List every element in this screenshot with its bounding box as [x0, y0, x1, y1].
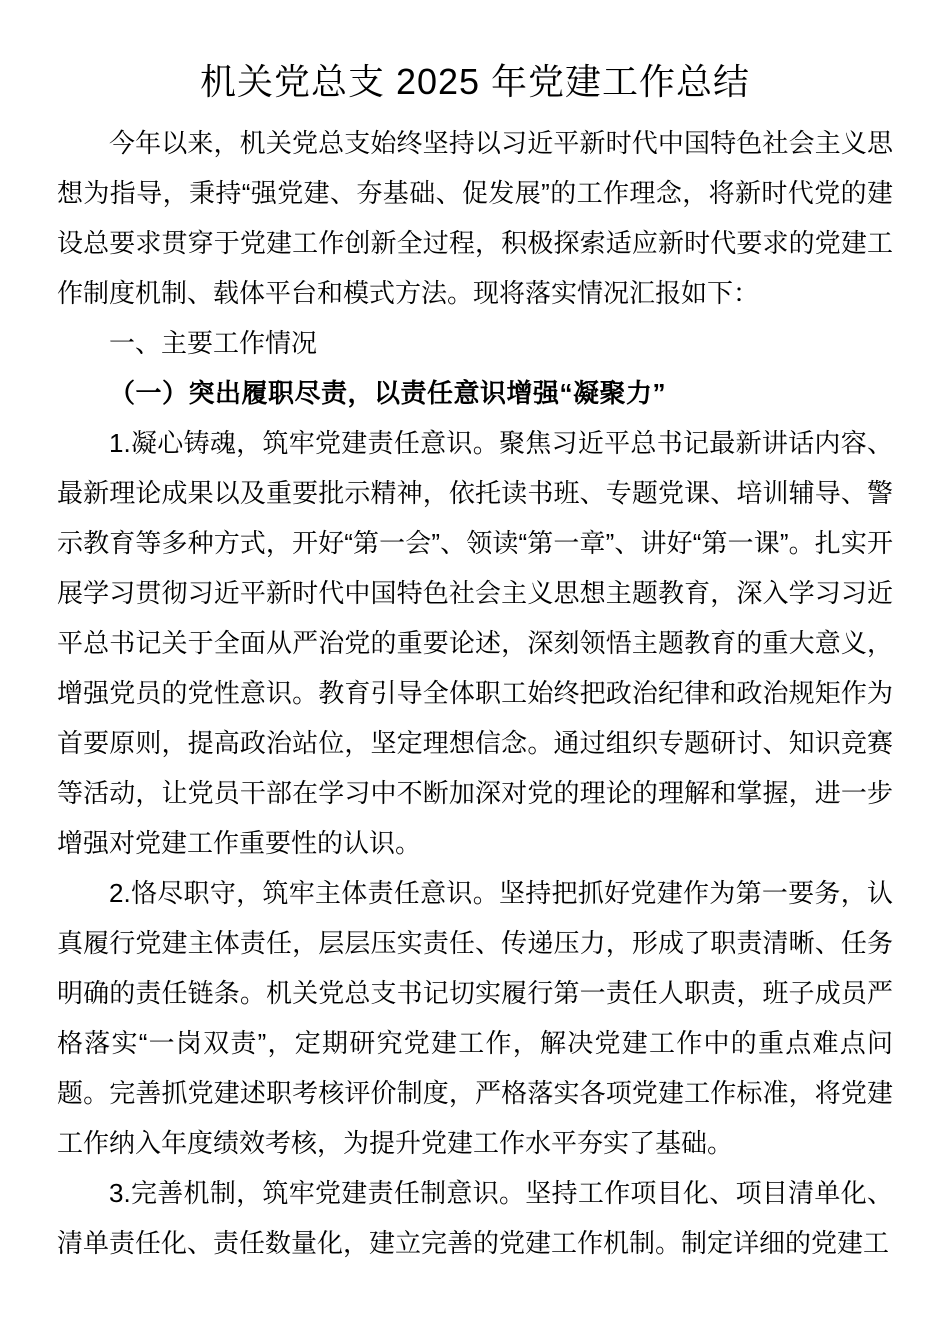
paragraph-point-2: 2.恪尽职守，筑牢主体责任意识。坚持把抓好党建作为第一要务，认真履行党建主体责任，层层压实责任、传递压力，形成了职责清晰、任务明确的责任链条。机关党总支书记切实履行第一责任人职责，班子成员严格落实“一岗双责”，定期研究党建工作，解决党建工作中的重点难点问题。完善抓党建述职考核评价制度，严格落实各项党建工作标准，将党建工作纳入年度绩效考核，为提升党建工作水平夯实了基础。	[57, 878, 893, 1158]
document-title: 机关党总支 2025 年党建工作总结	[199, 61, 751, 102]
paragraph-point-3: 3.完善机制，筑牢党建责任制意识。坚持工作项目化、项目清单化、清单责任化、责任数量化，建立完善的党建工作机制。制定详细的党建工	[57, 1178, 893, 1258]
subsection-heading-duty: （一）突出履职尽责，以责任意识增强“凝聚力”	[109, 378, 667, 408]
paragraph-point-1: 1.凝心铸魂，筑牢党建责任意识。聚焦习近平总书记最新讲话内容、最新理论成果以及重要批示精神，依托读书班、专题党课、培训辅导、警示教育等多种方式，开好“第一会”、领读“第一章”、讲好“第一课”。扎实开展学习贯彻习近平新时代中国特色社会主义思想主题教育，深入学习习近平总书记关于全面从严治党的重要论述，深刻领悟主题教育的重大意义，增强党员的党性意识。教育引导全体职工始终把政治纪律和政治规矩作为首要原则，提高政治站位，坚定理想信念。通过组织专题研讨、知识竞赛等活动，让党员干部在学习中不断加深对党的理论的理解和掌握，进一步增强对党建工作重要性的认识。	[57, 428, 893, 858]
intro-paragraph: 今年以来，机关党总支始终坚持以习近平新时代中国特色社会主义思想为指导，秉持“强党建、夯基础、促发展”的工作理念，将新时代党的建设总要求贯穿于党建工作创新全过程，积极探索适应新时代要求的党建工作制度机制、载体平台和模式方法。现将落实情况汇报如下：	[57, 128, 893, 308]
section-heading-main-work: 一、主要工作情况	[109, 328, 318, 358]
